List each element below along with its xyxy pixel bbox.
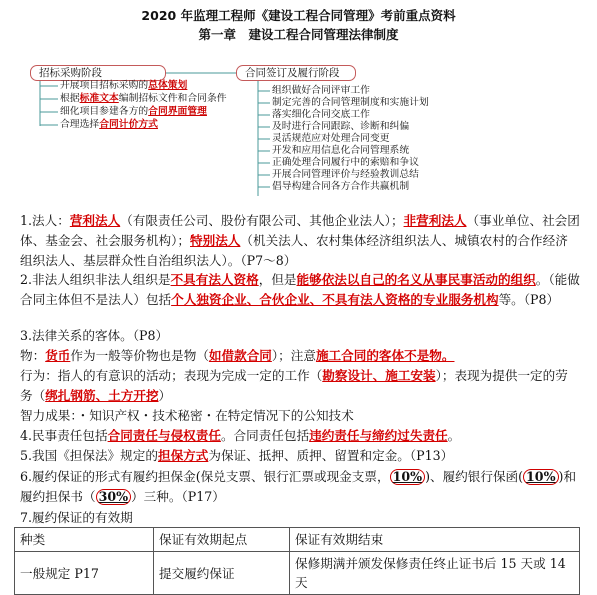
paragraph-legal-person: 1.法人：营利法人（有限责任公司、股份有限公司、其他企业法人）；非营利法人（事业单位、社会团体、基金会、社会服务机构）；特别法人（机关法人、农村集体经济组织法人、城镇农村的合作经济组织法人、基层群众性自治组织法人）。（P7～8） (20, 213, 580, 268)
mindmap-left-item: 开展项目招标采购的总体策划 (60, 80, 188, 91)
paragraph-object-behavior: 行为：指人的有意识的活动；表现为完成一定的工作（勘察设计、施工安装）；表现为提供一定的劳务（绑扎钢筋、土方开挖） (20, 368, 568, 403)
mindmap-root-contract-signing: 合同签订及履行阶段 (236, 65, 356, 81)
paragraph-civil-liability: 4.民事责任包括合同责任与侵权责任。合同责任包括违约责任与缔约过失责任。 (20, 428, 461, 443)
mindmap-right-item: 开发和应用信息化合同管理系统 (272, 145, 410, 156)
table-cell: 保修期满并颁发保修责任终止证书后 15 天或 14 天 (290, 552, 580, 595)
table-header-cell: 保证有效期结束 (290, 528, 580, 552)
bond-validity-table (14, 527, 580, 595)
mindmap-right-item: 灵活规范应对处理合同变更 (272, 133, 390, 144)
document-title: 2020 年监理工程师《建设工程合同管理》考前重点资料 (141, 8, 456, 23)
mindmap-left-item: 细化项目参建各方的合同界面管理 (60, 106, 207, 117)
mindmap-root-bidding: 招标采购阶段 (30, 65, 166, 81)
chapter-title: 第一章 建设工程合同管理法律制度 (198, 27, 399, 42)
paragraph-non-legal-organization: 2.非法人组织非法人组织是不具有法人资格，但是能够依法以自己的名义从事民事活动的组织。（能做合同主体但不是法人）包括个人独资企业、合伙企业、不具有法人资格的专业服务机构等。（P8） (20, 272, 580, 307)
mindmap-right-item: 组织做好合同评审工作 (272, 85, 370, 96)
contract-management-mindmap (0, 58, 597, 208)
mindmap-right-item: 及时进行合同跟踪、诊断和纠偏 (272, 121, 410, 132)
table-cell: 提交履约保证 (154, 552, 290, 595)
mindmap-right-item: 制定完善的合同管理制度和实施计划 (272, 97, 429, 108)
table-cell: 一般规定 P17 (15, 552, 154, 595)
paragraph-guarantee-methods: 5.我国《担保法》规定的担保方式为保证、抵押、质押、留置和定金。（P13） (20, 448, 454, 463)
paragraph-bond-validity: 7.履约保证的有效期 (20, 510, 133, 525)
table-header-row (15, 528, 580, 552)
mindmap-right-item: 正确处理合同履行中的索赔和争议 (272, 157, 419, 168)
table-row (15, 552, 580, 595)
mindmap-right-item: 倡导构建合同各方合作共赢机制 (272, 181, 410, 192)
paragraph-legal-object: 3.法律关系的客体。（P8） (20, 328, 169, 343)
paragraph-object-goods: 物：货币作为一般等价物也是物（如借款合同）；注意施工合同的客体不是物。 (20, 348, 455, 363)
paragraph-performance-bond: 6.履约保证的形式有履约担保金(保兑支票、银行汇票或现金支票， 10% )、履约银行保函( 10% )和履约担保书（ 30% ）三种。（P17） (20, 469, 577, 504)
mindmap-right-item: 落实细化合同交底工作 (272, 109, 370, 120)
table-header-cell: 种类 (15, 528, 154, 552)
mindmap-left-item: 合理选择合同计价方式 (60, 119, 158, 130)
table-header-cell: 保证有效期起点 (154, 528, 290, 552)
mindmap-left-item: 根据标准文本编制招标文件和合同条件 (60, 93, 227, 104)
paragraph-intellectual-achievement: 智力成果：・知识产权・技术秘密・在特定情况下的公知技术 (20, 408, 354, 423)
mindmap-right-item: 开展合同管理评价与经验教训总结 (272, 169, 419, 180)
